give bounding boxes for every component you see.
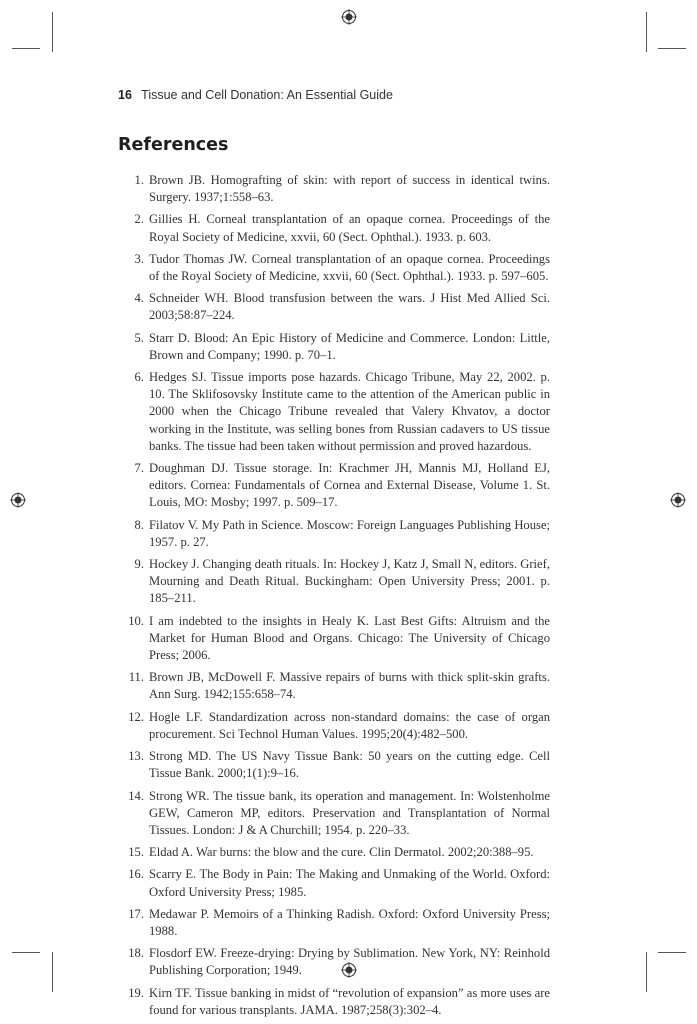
reference-text: Filatov V. My Path in Science. Moscow: Foreign Languages Publishing House; 1957. p. 27. (149, 517, 550, 549)
reference-text: Tudor Thomas JW. Corneal transplantation of an opaque cornea. Proceedings of the Royal Society of Medicine, xxvii, 60 (Sect. Ophthal.). 1933. p. 597–605. (149, 251, 550, 284)
reference-number: 7. (134, 461, 144, 476)
reference-item (118, 906, 550, 940)
reference-number: 15. (128, 845, 144, 860)
reference-item (118, 985, 550, 1019)
reference-text: Flosdorf EW. Freeze-drying: Drying by Sublimation. New York, NY: Reinhold Publishing Corporation; 1949. (149, 946, 550, 978)
crop-mark-bottom-left (52, 952, 53, 992)
reference-item (118, 556, 550, 608)
running-header (118, 88, 393, 102)
reference-text: Medawar P. Memoirs of a Thinking Radish. Oxford: Oxford University Press; 1988. (149, 906, 550, 938)
reference-number: 11. (128, 670, 144, 685)
reference-text: Kirn TF. Tissue banking in midst of “revolution of expansion” as more uses are found for various transplants. JAMA. 1987;258(3):302–4. (149, 985, 550, 1017)
reference-text: Doughman DJ. Tissue storage. In: Krachmer JH, Mannis MJ, Holland EJ, editors. Cornea: Fundamentals of Cornea and External Disease, Volume 1. St. Louis, MO: Mosby; 1997. p. 509–17. (149, 461, 550, 510)
reference-item (118, 290, 550, 324)
reference-number: 17. (128, 906, 144, 921)
registration-mark-top-icon (341, 9, 357, 25)
reference-item (118, 460, 550, 512)
reference-list (118, 172, 550, 1024)
reference-number: 10. (128, 613, 144, 628)
reference-text: I am indebted to the insights in Healy K. Last Best Gifts: Altruism and the Market for Human Blood and Organs. Chicago: The University of Chicago Press; 2006. (149, 613, 550, 663)
reference-item (118, 369, 550, 455)
reference-number: 4. (134, 291, 144, 306)
crop-mark-bottom-right-h (658, 952, 686, 953)
reference-text: Gillies H. Corneal transplantation of an opaque cornea. Proceedings of the Royal Society of Medicine, xxvii, 60 (Sect. Ophthal.). 1933. p. 603. (149, 212, 550, 244)
reference-item (118, 945, 550, 979)
reference-text: Brown JB. Homografting of skin: with report of success in identical twins. Surgery. 1937;1:558–63. (149, 173, 550, 205)
reference-number: 3. (134, 251, 144, 266)
reference-text: Hogle LF. Standardization across non-standard domains: the case of organ procurement. Sci Technol Human Values. 1995;20(4):482–500. (149, 709, 550, 741)
reference-text: Schneider WH. Blood transfusion between the wars. J Hist Med Allied Sci. 2003;58:87–224. (149, 291, 550, 323)
reference-number: 13. (128, 749, 144, 764)
reference-item (118, 669, 550, 703)
registration-mark-left-icon (10, 492, 26, 508)
crop-mark-top-left-h (12, 48, 40, 49)
reference-item (118, 251, 550, 285)
reference-number: 9. (134, 557, 144, 572)
crop-mark-top-right-h (658, 48, 686, 49)
reference-item (118, 613, 550, 665)
reference-item (118, 709, 550, 743)
reference-text: Strong MD. The US Navy Tissue Bank: 50 years on the cutting edge. Cell Tissue Bank. 2000;1(1):9–16. (149, 749, 550, 781)
reference-number: 1. (134, 173, 144, 187)
reference-text: Hedges SJ. Tissue imports pose hazards. Chicago Tribune, May 22, 2002. p. 10. The Sklifosovsky Institute came to the attention of the American public in 2000 when the Chicago Tribune revealed that Valery Khvatov, a doctor working in the Institute, was selling bones from Russian cadavers to US tissue banks. The tissue had been taken without permission and proved hazardous. (149, 370, 550, 453)
crop-mark-bottom-right (646, 952, 647, 992)
reference-text: Brown JB, McDowell F. Massive repairs of burns with thick split-skin grafts. Ann Surg. 1942;155:658–74. (149, 670, 550, 702)
crop-mark-bottom-left-h (12, 952, 40, 953)
reference-number: 2. (134, 212, 144, 227)
reference-text: Scarry E. The Body in Pain: The Making and Unmaking of the World. Oxford: Oxford University Press; 1985. (149, 867, 550, 899)
reference-text: Strong WR. The tissue bank, its operation and management. In: Wolstenholme GEW, Cameron MP, editors. Preservation and Transplantation of Normal Tissues. London: J & A Churchill; 1954. p. 220–33. (149, 788, 550, 837)
reference-item (118, 330, 550, 364)
reference-text: Starr D. Blood: An Epic History of Medicine and Commerce. London: Little, Brown and Company; 1990. p. 70–1. (149, 330, 550, 362)
section-title: References (118, 135, 229, 155)
crop-mark-top-right (646, 12, 647, 52)
reference-item (118, 788, 550, 840)
reference-text: Hockey J. Changing death rituals. In: Hockey J, Katz J, Small N, editors. Grief, Mourning and Death Ritual. Buckingham: Open University Press; 2001. p. 185–211. (149, 557, 550, 606)
reference-number: 12. (128, 709, 144, 724)
reference-item (118, 748, 550, 782)
page-number: 16 (118, 88, 132, 102)
reference-number: 8. (134, 517, 144, 532)
reference-item (118, 172, 550, 206)
reference-item (118, 844, 550, 861)
reference-number: 19. (128, 985, 144, 1000)
reference-number: 14. (128, 788, 144, 803)
reference-item (118, 866, 550, 900)
reference-number: 16. (128, 867, 144, 882)
crop-mark-top-left (52, 12, 53, 52)
registration-mark-right-icon (670, 492, 686, 508)
reference-number: 5. (134, 330, 144, 345)
reference-item (118, 517, 550, 551)
running-title: Tissue and Cell Donation: An Essential Guide (141, 88, 393, 102)
reference-text: Eldad A. War burns: the blow and the cure. Clin Dermatol. 2002;20:388–95. (149, 845, 534, 860)
reference-number: 6. (134, 370, 144, 385)
reference-number: 18. (128, 946, 144, 961)
reference-item (118, 211, 550, 245)
